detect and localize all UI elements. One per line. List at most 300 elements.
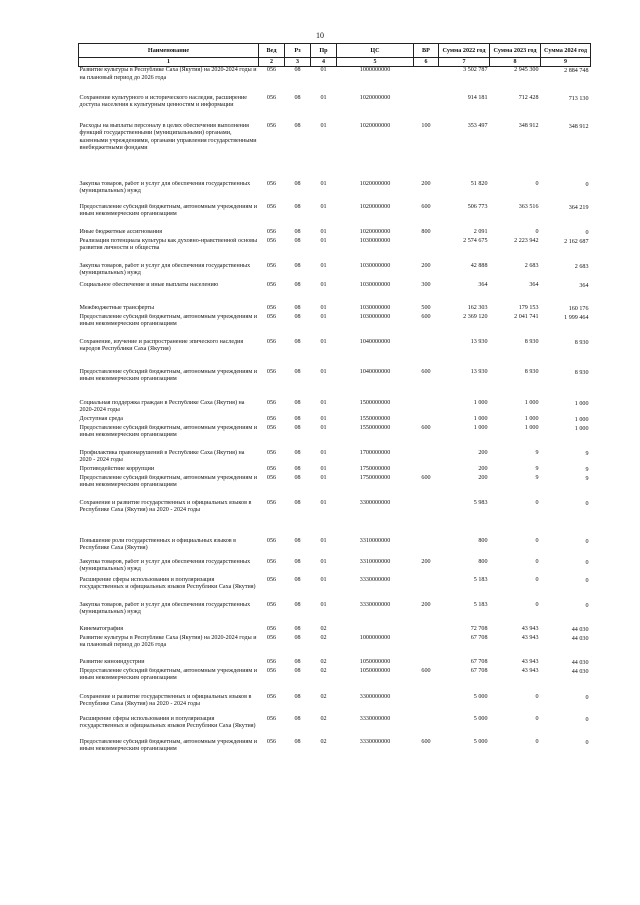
table-row	[79, 95, 591, 123]
row-cs: 1750000000	[359, 474, 391, 481]
row-vr: 800	[421, 228, 431, 235]
row-pr: 01	[320, 601, 327, 608]
row-rz: 08	[294, 368, 301, 375]
page-number: 10	[316, 31, 324, 40]
row-pr: 01	[320, 576, 327, 583]
row-rz: 08	[294, 424, 301, 431]
row-ved: 056	[266, 262, 277, 269]
row-cs: 1030000000	[359, 304, 391, 311]
row-rz: 08	[294, 180, 301, 187]
table-row	[79, 602, 591, 626]
row-cs: 3310000000	[359, 558, 391, 565]
row-sum-2022: 67 708	[470, 634, 488, 641]
row-rz: 08	[294, 399, 301, 406]
row-sum-2022: 800	[478, 558, 488, 565]
header-rz: Рз	[285, 44, 311, 58]
row-ved: 056	[266, 738, 277, 745]
row-vr: 200	[421, 601, 431, 608]
table-row	[79, 314, 591, 339]
row-vr	[414, 500, 439, 538]
row-sum-2023: 1 000	[524, 415, 539, 422]
table-row	[79, 500, 591, 538]
row-cs: 1700000000	[359, 449, 391, 456]
row-pr: 02	[320, 658, 327, 665]
row-sum-2022: 5 000	[473, 738, 488, 745]
row-cs: 1030000000	[359, 237, 391, 244]
row-sum-2022: 800	[478, 537, 488, 544]
budget-table	[78, 43, 591, 761]
row-cs: 1020000000	[359, 228, 391, 235]
table-row	[79, 369, 591, 400]
row-vr: 100	[421, 122, 431, 129]
row-sum-2024: 1 999 464	[564, 314, 589, 321]
row-pr: 01	[320, 558, 327, 565]
row-sum-2023: 712 428	[518, 94, 539, 101]
header-pr: Пр	[311, 44, 337, 58]
row-sum-2023: 0	[535, 499, 539, 506]
row-ved: 056	[266, 537, 277, 544]
row-cs: 1020000000	[359, 203, 391, 210]
row-name: Закупка товаров, работ и услуг для обеспечения государственных (муниципальных) нужд	[79, 262, 251, 277]
column-number: 9	[541, 58, 591, 67]
row-sum-2022: 67 708	[470, 658, 488, 665]
row-vr: 200	[421, 558, 431, 565]
row-name: Закупка товаров, работ и услуг для обеспечения государственных (муниципальных) нужд	[79, 601, 251, 616]
column-number: 6	[414, 58, 439, 67]
row-sum-2024: 0	[585, 559, 589, 566]
row-vr: 500	[421, 304, 431, 311]
row-cs: 1040000000	[359, 338, 391, 345]
row-sum-2022: 2 574 675	[463, 237, 488, 244]
row-vr	[414, 95, 439, 123]
row-pr: 01	[320, 180, 327, 187]
row-name: Предоставление субсидий бюджетным, автономным учреждениям и иным некоммерческим организациям	[79, 738, 258, 753]
row-sum-2022: 200	[478, 474, 488, 481]
row-cs: 1000000000	[359, 634, 391, 641]
row-sum-2024: 44 030	[571, 626, 589, 633]
row-sum-2023: 0	[535, 693, 539, 700]
row-sum-2024: 8 930	[574, 369, 589, 376]
row-vr: 600	[421, 738, 431, 745]
table-row	[79, 538, 591, 559]
row-cs: 1500000000	[359, 399, 391, 406]
row-sum-2024: 0	[585, 538, 589, 545]
row-sum-2023: 179 153	[518, 304, 539, 311]
row-name: Развитие культуры в Республике Саха (Якутия) на 2020-2024 годы и на плановый период до 2026 года	[79, 67, 257, 81]
row-pr: 01	[320, 228, 327, 235]
row-ved: 056	[266, 203, 277, 210]
row-pr: 01	[320, 262, 327, 269]
column-number: 3	[285, 58, 311, 67]
row-sum-2024: 0	[585, 229, 589, 236]
row-cs: 3310000000	[359, 537, 391, 544]
table-row	[79, 694, 591, 716]
row-sum-2024: 9	[585, 450, 589, 457]
row-cs: 3300000000	[359, 693, 391, 700]
row-pr: 01	[320, 237, 327, 244]
row-name: Межбюджетные трансферты	[79, 304, 155, 311]
table-row	[79, 123, 591, 181]
row-ved: 056	[266, 237, 277, 244]
row-name: Иные бюджетные ассигнования	[79, 228, 163, 235]
row-vr	[414, 716, 439, 739]
row-ved: 056	[266, 338, 277, 345]
row-sum-2022: 162 303	[467, 304, 488, 311]
row-cs: 1050000000	[359, 667, 391, 674]
table-row	[79, 425, 591, 450]
row-name: Предоставление субсидий бюджетным, автономным учреждениям и иным некоммерческим организациям	[79, 203, 258, 218]
row-sum-2022: 5 983	[473, 499, 488, 506]
row-name: Расходы на выплаты персоналу в целях обеспечения выполнения функций государственными (муниципальными) органами, казенными учреждениями, органами управления государственными внебюджетными фондами	[79, 122, 257, 152]
row-sum-2024: 44 030	[571, 659, 589, 666]
row-ved: 056	[266, 715, 277, 722]
row-rz: 08	[294, 94, 301, 101]
row-sum-2022: 3 502 787	[463, 67, 488, 73]
row-ved: 056	[266, 634, 277, 641]
row-sum-2022: 13 930	[470, 368, 488, 375]
row-sum-2023: 2 223 942	[514, 237, 539, 244]
table-row	[79, 181, 591, 204]
row-name: Расширение сферы использования и популяризация государственных и официальных языков Республики Саха (Якутия)	[79, 715, 256, 730]
row-name: Доступная среда	[79, 415, 123, 422]
row-cs: 3330000000	[359, 715, 391, 722]
row-pr: 01	[320, 313, 327, 320]
header-sum-2023: Сумма 2023 год	[490, 44, 541, 58]
row-sum-2022: 5 183	[473, 601, 488, 608]
row-ved: 056	[266, 693, 277, 700]
row-sum-2024: 0	[585, 500, 589, 507]
table-row	[79, 466, 591, 475]
table-row	[79, 416, 591, 425]
table-row	[79, 626, 591, 635]
row-ved: 056	[266, 180, 277, 187]
row-sum-2024: 2 162 687	[564, 238, 589, 245]
column-number: 5	[337, 58, 414, 67]
row-name: Сохранение, изучение и распространение эпического наследия народов Республики Саха (Якутия)	[79, 338, 244, 353]
row-sum-2023: 0	[535, 180, 539, 187]
row-sum-2022: 72 708	[470, 625, 488, 632]
row-rz: 08	[294, 667, 301, 674]
row-rz: 08	[294, 715, 301, 722]
table-row	[79, 739, 591, 761]
row-sum-2024: 364 219	[568, 204, 589, 211]
row-vr	[414, 450, 439, 466]
row-sum-2023: 0	[535, 601, 539, 608]
row-sum-2023: 43 943	[521, 625, 539, 632]
table-row	[79, 559, 591, 577]
row-vr	[414, 538, 439, 559]
row-vr	[414, 339, 439, 369]
row-vr	[414, 400, 439, 416]
row-sum-2024: 44 030	[571, 635, 589, 642]
row-sum-2024: 0	[585, 181, 589, 188]
row-rz: 08	[294, 203, 301, 210]
header-name: Наименование	[79, 44, 259, 58]
row-cs: 3330000000	[359, 576, 391, 583]
row-pr: 01	[320, 122, 327, 129]
row-rz: 08	[294, 449, 301, 456]
row-rz: 08	[294, 738, 301, 745]
table-row	[79, 668, 591, 694]
row-vr: 600	[421, 667, 431, 674]
row-pr: 01	[320, 449, 327, 456]
row-sum-2023: 348 912	[518, 122, 539, 129]
row-vr: 600	[421, 474, 431, 481]
row-cs	[337, 626, 414, 635]
row-ved: 056	[266, 625, 277, 632]
row-ved: 056	[266, 499, 277, 506]
row-vr	[414, 694, 439, 716]
row-sum-2023: 1 000	[524, 399, 539, 406]
column-number: 4	[311, 58, 337, 67]
row-sum-2024: 1 000	[574, 416, 589, 423]
row-sum-2022: 5 000	[473, 715, 488, 722]
row-sum-2023: 43 943	[521, 667, 539, 674]
table-row	[79, 450, 591, 466]
row-ved: 056	[266, 658, 277, 665]
column-number-row	[79, 58, 591, 67]
row-sum-2024: 160 176	[568, 305, 589, 312]
row-pr: 01	[320, 94, 327, 101]
row-sum-2024: 0	[585, 739, 589, 746]
row-sum-2024: 0	[585, 577, 589, 584]
row-pr: 01	[320, 399, 327, 406]
row-sum-2023: 9	[535, 474, 539, 481]
table-row	[79, 238, 591, 263]
row-cs: 1550000000	[359, 424, 391, 431]
row-rz: 08	[294, 537, 301, 544]
row-pr: 02	[320, 667, 327, 674]
row-sum-2023: 8 930	[524, 368, 539, 375]
row-sum-2022: 5 183	[473, 576, 488, 583]
row-sum-2022: 353 497	[467, 122, 488, 129]
row-sum-2022: 2 091	[473, 228, 488, 235]
row-sum-2024: 2 683	[574, 263, 589, 270]
header-cs: ЦС	[337, 44, 414, 58]
row-sum-2023: 0	[535, 738, 539, 745]
header-row	[79, 44, 591, 58]
row-vr	[414, 416, 439, 425]
row-sum-2022: 13 930	[470, 338, 488, 345]
row-name: Профилактика правонарушений в Республике Саха (Якутия) на 2020 - 2024 годы	[79, 449, 245, 464]
row-ved: 056	[266, 281, 277, 288]
row-name: Предоставление субсидий бюджетным, автономным учреждениям и иным некоммерческим организациям	[79, 424, 258, 439]
row-name: Развитие киноиндустрии	[79, 658, 145, 665]
row-rz: 08	[294, 281, 301, 288]
row-sum-2022: 67 708	[470, 667, 488, 674]
row-pr: 01	[320, 537, 327, 544]
row-sum-2024: 1 000	[574, 425, 589, 432]
row-pr: 01	[320, 415, 327, 422]
table-row	[79, 229, 591, 238]
row-cs: 1000000000	[359, 67, 391, 73]
row-name: Закупка товаров, работ и услуг для обеспечения государственных (муниципальных) нужд	[79, 180, 251, 195]
row-cs: 1030000000	[359, 262, 391, 269]
row-rz: 08	[294, 228, 301, 235]
row-pr: 01	[320, 368, 327, 375]
table-row	[79, 475, 591, 500]
table-row	[79, 577, 591, 602]
table-row	[79, 716, 591, 739]
row-sum-2022: 1 000	[473, 399, 488, 406]
row-ved: 056	[266, 558, 277, 565]
row-ved: 056	[266, 228, 277, 235]
row-sum-2024: 9	[585, 466, 589, 473]
row-sum-2024: 8 930	[574, 339, 589, 346]
row-sum-2024: 0	[585, 694, 589, 701]
row-name: Закупка товаров, работ и услуг для обеспечения государственных (муниципальных) нужд	[79, 558, 251, 573]
row-rz: 08	[294, 122, 301, 129]
row-sum-2023: 363 516	[518, 203, 539, 210]
row-ved: 056	[266, 424, 277, 431]
row-sum-2022: 51 820	[470, 180, 488, 187]
row-ved: 056	[266, 122, 277, 129]
table-row	[79, 263, 591, 282]
row-pr: 02	[320, 634, 327, 641]
row-rz: 08	[294, 576, 301, 583]
row-sum-2022: 1 000	[473, 424, 488, 431]
row-ved: 056	[266, 667, 277, 674]
row-sum-2023: 0	[535, 576, 539, 583]
row-pr: 02	[320, 625, 327, 632]
row-cs: 3300000000	[359, 499, 391, 506]
row-name: Сохранение и развитие государственных и официальных языков в Республике Саха (Якутия) на 2020 - 2024 годы	[79, 693, 252, 708]
row-vr	[414, 635, 439, 659]
row-vr	[414, 659, 439, 668]
row-name: Реализация потенциала культуры как духовно-нравственной основы развития личности и общества	[79, 237, 258, 252]
row-ved: 056	[266, 415, 277, 422]
row-pr: 01	[320, 203, 327, 210]
row-sum-2024: 713 130	[568, 95, 589, 102]
row-sum-2023: 0	[535, 537, 539, 544]
row-sum-2023: 1 000	[524, 424, 539, 431]
row-cs: 1550000000	[359, 415, 391, 422]
row-pr: 01	[320, 304, 327, 311]
row-sum-2023: 0	[535, 715, 539, 722]
column-number: 8	[490, 58, 541, 67]
row-sum-2024: 0	[585, 716, 589, 723]
row-rz: 08	[294, 304, 301, 311]
row-ved: 056	[266, 474, 277, 481]
row-rz: 08	[294, 338, 301, 345]
row-sum-2024: 2 884 748	[564, 68, 589, 74]
row-sum-2022: 42 888	[470, 262, 488, 269]
row-sum-2024: 0	[585, 602, 589, 609]
row-sum-2023: 2 683	[524, 262, 539, 269]
row-cs: 1030000000	[359, 281, 391, 288]
row-cs: 1020000000	[359, 94, 391, 101]
row-vr	[414, 238, 439, 263]
row-vr: 600	[421, 203, 431, 210]
row-cs: 1040000000	[359, 368, 391, 375]
table-body	[79, 67, 591, 761]
row-ved: 056	[266, 313, 277, 320]
row-ved: 056	[266, 368, 277, 375]
row-pr: 02	[320, 693, 327, 700]
row-pr: 01	[320, 67, 327, 73]
row-rz: 08	[294, 67, 301, 73]
row-sum-2024: 364	[579, 282, 589, 289]
row-sum-2023: 364	[529, 281, 539, 288]
row-sum-2023: 9	[535, 449, 539, 456]
row-ved: 056	[266, 576, 277, 583]
row-name: Сохранение и развитие государственных и официальных языков в Республике Саха (Якутия) на 2020 - 2024 годы	[79, 499, 252, 514]
row-cs: 1050000000	[359, 658, 391, 665]
row-rz: 08	[294, 499, 301, 506]
row-rz: 08	[294, 634, 301, 641]
row-sum-2022: 1 000	[473, 415, 488, 422]
row-sum-2024: 1 000	[574, 400, 589, 407]
row-ved: 056	[266, 399, 277, 406]
row-pr: 01	[320, 338, 327, 345]
row-name: Предоставление субсидий бюджетным, автономным учреждениям и иным некоммерческим организациям	[79, 313, 258, 328]
row-name: Развитие культуры в Республике Саха (Якутия) на 2020-2024 годы и на плановый период до 2026 года	[79, 634, 257, 649]
row-sum-2022: 200	[478, 465, 488, 472]
row-ved: 056	[266, 94, 277, 101]
row-sum-2022: 2 369 120	[463, 313, 488, 320]
header-sum-2022: Сумма 2022 год	[439, 44, 490, 58]
row-name: Предоставление субсидий бюджетным, автономным учреждениям и иным некоммерческим организациям	[79, 368, 258, 383]
table-row	[79, 204, 591, 229]
row-sum-2023: 43 943	[521, 634, 539, 641]
column-number: 7	[439, 58, 490, 67]
row-sum-2023: 9	[535, 465, 539, 472]
row-name: Повышение роли государственных и официальных языков в Республике Саха (Якутия)	[79, 537, 237, 552]
row-sum-2023: 0	[535, 228, 539, 235]
row-rz: 08	[294, 601, 301, 608]
row-vr	[414, 626, 439, 635]
row-vr: 200	[421, 262, 431, 269]
row-name: Социальная поддержка граждан в Республике Саха (Якутия) на 2020-2024 годы	[79, 399, 245, 414]
row-name: Кинематография	[79, 625, 124, 632]
table-row	[79, 305, 591, 314]
row-name: Предоставление субсидий бюджетным, автономным учреждениям и иным некоммерческим организациям	[79, 667, 258, 682]
column-number: 1	[79, 58, 259, 67]
row-pr: 02	[320, 715, 327, 722]
row-sum-2024: 44 030	[571, 668, 589, 675]
row-rz: 08	[294, 262, 301, 269]
row-vr: 300	[421, 281, 431, 288]
header-vr: ВР	[414, 44, 439, 58]
row-rz: 08	[294, 625, 301, 632]
row-cs: 3330000000	[359, 601, 391, 608]
row-sum-2022: 506 773	[467, 203, 488, 210]
row-sum-2023: 2 041 741	[514, 313, 539, 320]
row-pr: 01	[320, 281, 327, 288]
row-rz: 08	[294, 693, 301, 700]
row-cs: 3330000000	[359, 738, 391, 745]
table-row	[79, 339, 591, 369]
row-rz: 08	[294, 313, 301, 320]
row-sum-2023: 43 943	[521, 658, 539, 665]
row-sum-2022: 914 181	[467, 94, 488, 101]
row-pr: 01	[320, 499, 327, 506]
header-sum-2024: Сумма 2024 год	[541, 44, 591, 58]
row-vr: 600	[421, 424, 431, 431]
row-rz: 08	[294, 658, 301, 665]
row-ved: 056	[266, 304, 277, 311]
row-name: Предоставление субсидий бюджетным, автономным учреждениям и иным некоммерческим организациям	[79, 474, 258, 489]
row-vr	[414, 466, 439, 475]
row-vr: 600	[421, 368, 431, 375]
column-number: 2	[259, 58, 285, 67]
row-rz: 08	[294, 558, 301, 565]
row-sum-2022: 364	[478, 281, 488, 288]
row-rz: 08	[294, 237, 301, 244]
row-vr	[414, 577, 439, 602]
row-rz: 08	[294, 465, 301, 472]
row-vr: 200	[421, 180, 431, 187]
